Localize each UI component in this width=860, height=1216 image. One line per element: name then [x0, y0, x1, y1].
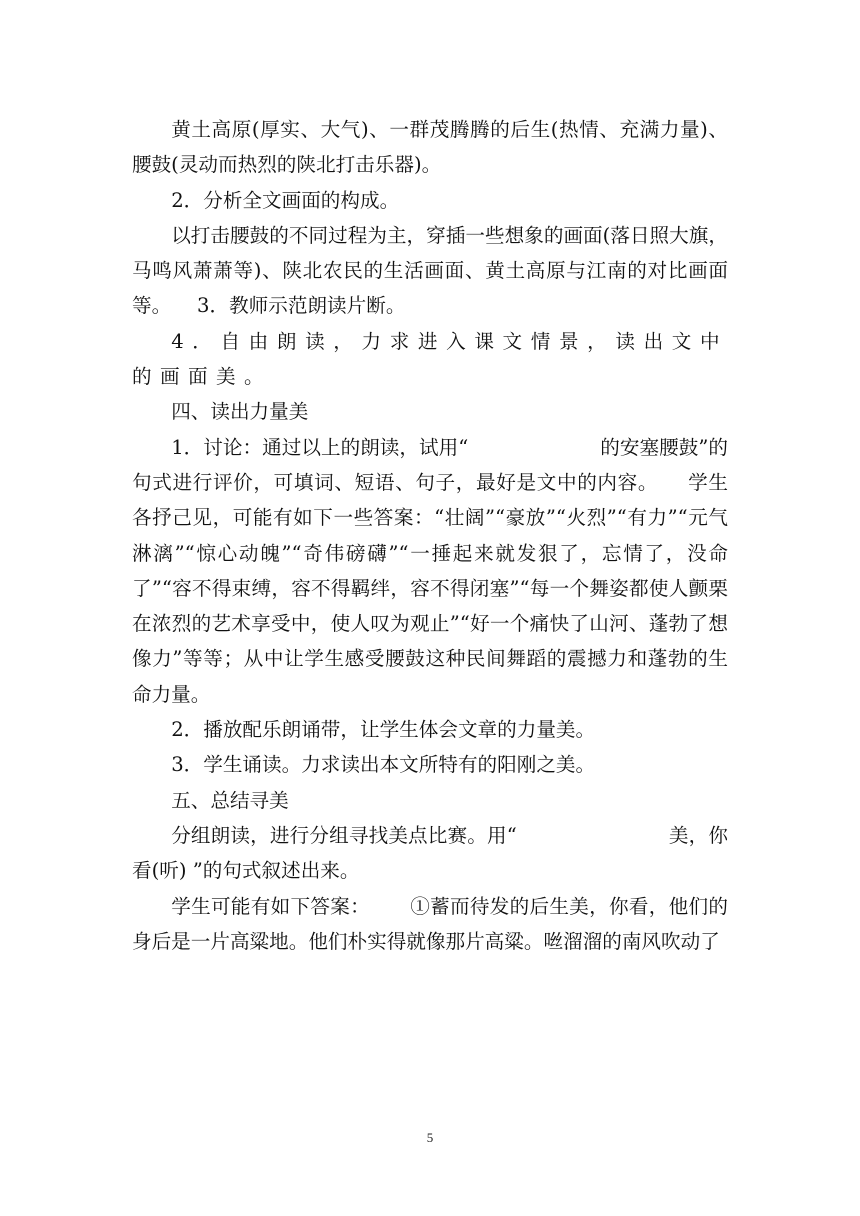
paragraph-scene-composition [132, 218, 728, 324]
document-body [132, 112, 728, 959]
paragraph-text: 学生可能有如下答案： [171, 894, 370, 918]
page-number: 5 [426, 1130, 434, 1145]
paragraph-text: 以打击腰鼓的不同过程为主，穿插一些想象的画面(落日照大旗，马鸣风萧萧等)、陕北农民的生活画面、黄土高原与江南的对比画面等。 [132, 223, 728, 318]
paragraph-text: 学生各抒己见，可能有如下一些答案：“壮阔”“豪放”“火烈”“有力”“元气淋漓”“惊心动魄”“奇伟磅礴”“一捶起来就发狠了，忘情了，没命了”“容不得束缚，容不得羁绊，容不得闭塞”“每一个舞姿都使人颤栗在浓烈的艺术享受中，使人叹为观止”“好一个痛快了山河、蓬勃了想像力”等等；从中让学生感受腰鼓这种民间舞蹈的震撼力和蓬勃的生命力量。 [132, 470, 729, 706]
heading-text: 五、总结寻美 [171, 788, 289, 812]
paragraph-free-reading [132, 324, 728, 395]
paragraph-analyze-scenes [132, 183, 728, 218]
paragraph-text: 1．讨论：通过以上的朗读，试用“ [171, 435, 469, 459]
paragraph-text: 分组朗读，进行分组寻找美点比赛。用“ [171, 823, 517, 847]
paragraph-recitation [132, 747, 728, 782]
paragraph-loess-plateau [132, 112, 728, 183]
section-heading-summary [132, 783, 728, 818]
section-heading-power [132, 394, 728, 429]
paragraph-sample-answers [132, 889, 728, 960]
paragraph-text: 3．教师示范朗读片断。 [197, 294, 406, 318]
paragraph-text: 黄土高原(厚实、大气)、一群茂腾腾的后生(热情、充满力量)、腰鼓(灵动而热烈的陕北打击乐器)。 [132, 118, 728, 177]
paragraph-play-recording [132, 712, 728, 747]
paragraph-text: 4．自由朗读，力求进入课文情景，读出文中的画面美。 [132, 329, 728, 389]
paragraph-text: 2．播放配乐朗诵带，让学生体会文章的力量美。 [171, 718, 596, 742]
paragraph-discussion [132, 430, 728, 712]
paragraph-text: ①蓄而待发的后生美，你看，他们的身后是一片高粱地。他们朴实得就像那片高粱。咝溜溜的南风吹动了 [132, 894, 729, 953]
heading-text: 四、读出力量美 [171, 400, 309, 424]
paragraph-text: 的安塞腰鼓”的句式进行评价，可填词、短语、句子，最好是文中的内容。 [132, 435, 728, 494]
paragraph-text: 2．分析全文画面的构成。 [171, 188, 400, 212]
paragraph-group-reading [132, 818, 728, 889]
paragraph-text: 3．学生诵读。力求读出本文所特有的阳刚之美。 [171, 753, 596, 777]
paragraph-text: 美，你看(听) ”的句式叙述出来。 [132, 823, 728, 883]
